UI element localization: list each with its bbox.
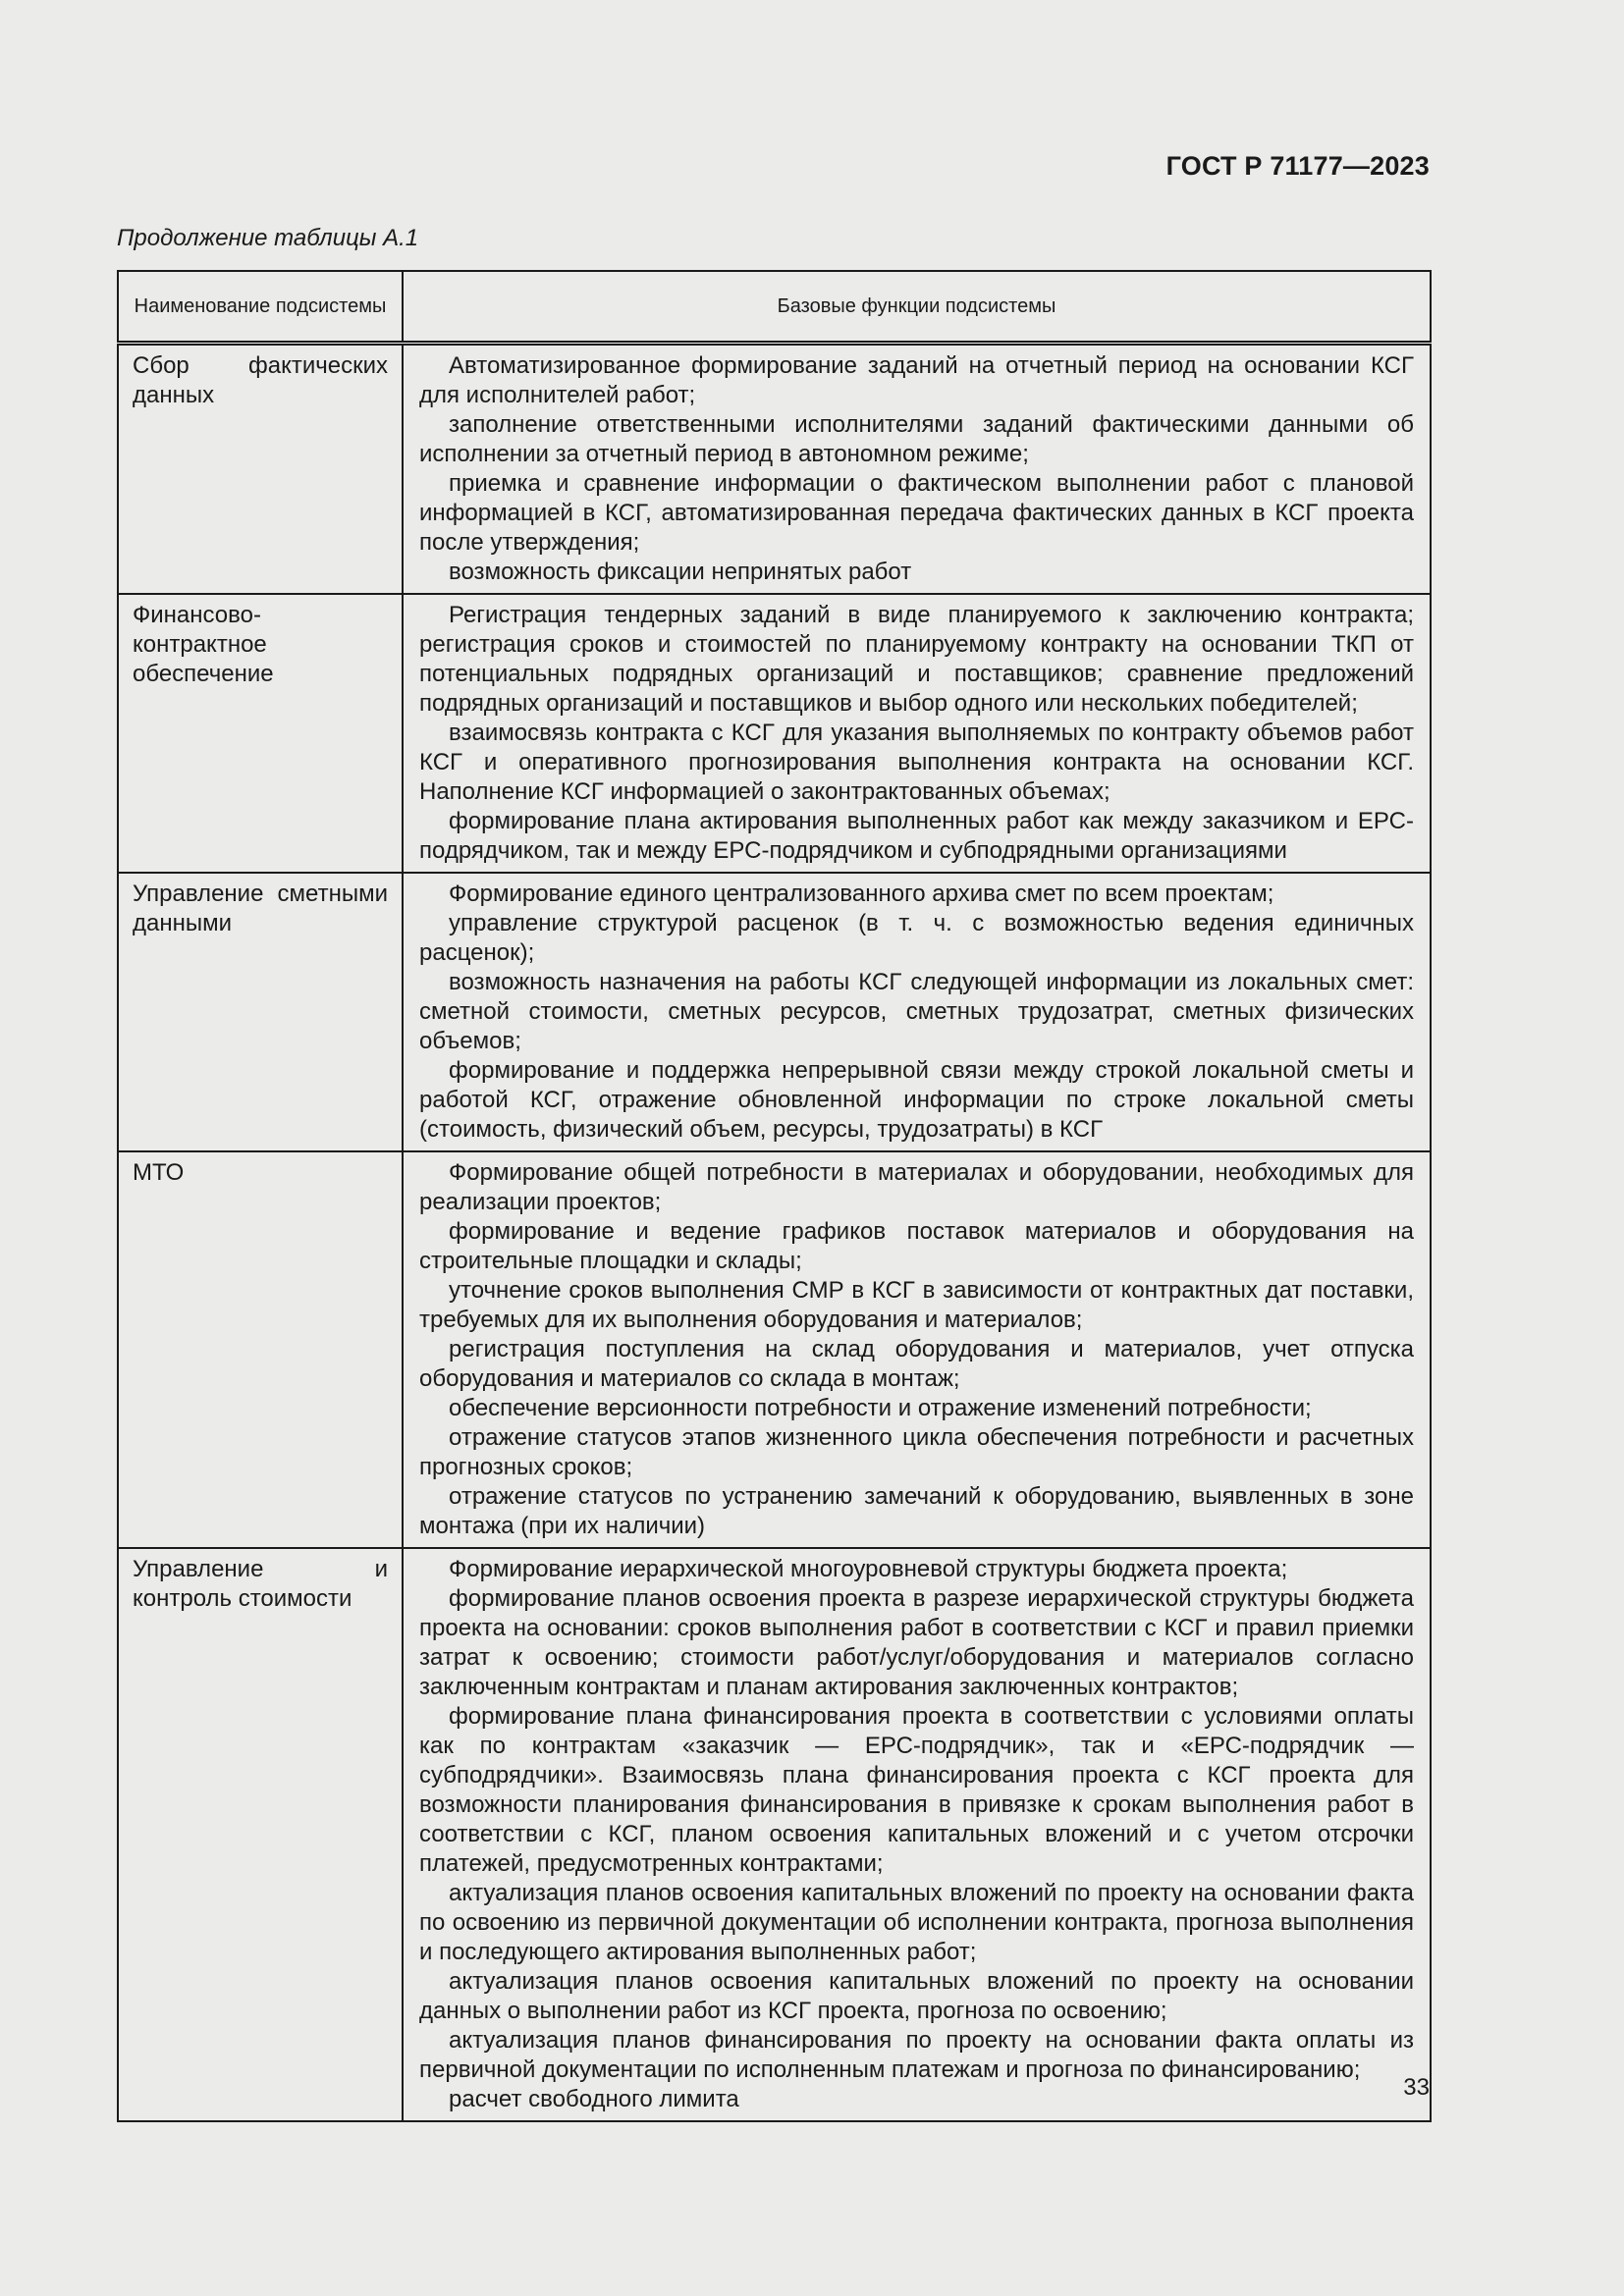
- table-row: [118, 873, 1431, 1151]
- function-item: Регистрация тендерных заданий в виде планируемого к заключению контракта; регистрация сроков и стоимостей по планируемому контракту на основании ТКП от потенциальных подрядных организаций и поставщиков; сравнение предложений подрядных организаций и поставщиков и выбор одного или нескольких победителей;: [419, 602, 1414, 717]
- function-item: управление структурой расценок (в т. ч. с возможностью ведения единичных расценок);: [419, 910, 1414, 966]
- table-row: [118, 344, 1431, 595]
- function-item: Формирование единого централизованного архива смет по всем проектам;: [449, 881, 1274, 907]
- function-item: формирование и поддержка непрерывной связи между строкой локальной сметы и работой КСГ, отражение обновленной информации по строке локальной сметы (стоимость, физический объем, ресурсы, трудозатраты) в КСГ: [419, 1057, 1414, 1143]
- table-header-row: [118, 271, 1431, 344]
- function-item: заполнение ответственными исполнителями заданий фактическими данными об исполнении за отчетный период в автономном режиме;: [419, 411, 1414, 467]
- function-item: актуализация планов освоения капитальных вложений по проекту на основании факта по освоению из первичной документации об исполнении контракта, прогноза выполнения и последующего актирования выполненных работ;: [419, 1880, 1414, 1965]
- function-item: Формирование иерархической многоуровневой структуры бюджета проекта;: [449, 1556, 1288, 1582]
- function-item: актуализация планов освоения капитальных вложений по проекту на основании данных о выполнении работ из КСГ проекта, прогноза по освоению;: [419, 1968, 1414, 2024]
- table-row: [118, 1548, 1431, 2121]
- function-item: формирование планов освоения проекта в разрезе иерархической структуры бюджета проекта на основании: сроков выполнения работ в соответствии с КСГ и правил приемки затрат к освоению; стоимости работ/услуг/оборудования и материалов согласно заключенным контрактам и планам актирования заключенных контрактов;: [419, 1585, 1414, 1700]
- function-item: актуализация планов финансирования по проекту на основании факта оплаты из первичной документации по исполненным платежам и прогноза по финансированию;: [419, 2027, 1414, 2083]
- subsystem-name-cell: Сбор фактических данных: [118, 344, 403, 595]
- subsystem-functions-cell: [403, 1548, 1431, 2121]
- function-item: отражение статусов по устранению замечаний к оборудованию, выявленных в зоне монтажа (при их наличии): [419, 1483, 1414, 1539]
- table-caption: Продолжение таблицы А.1: [117, 225, 419, 251]
- subsystem-name-cell: Финансово-контрактное обеспечение: [118, 594, 403, 873]
- subsystem-functions-cell: [403, 344, 1431, 595]
- page-number: 33: [1403, 2074, 1430, 2101]
- function-item: приемка и сравнение информации о фактическом выполнении работ с плановой информацией в КСГ, автоматизированная передача фактических данных в КСГ проекта после утверждения;: [419, 470, 1414, 556]
- function-item: обеспечение версионности потребности и отражение изменений потребности;: [449, 1395, 1312, 1421]
- subsystems-table: [117, 270, 1432, 2122]
- subsystem-functions-cell: [403, 594, 1431, 873]
- subsystem-functions-cell: [403, 873, 1431, 1151]
- function-item: Автоматизированное формирование заданий на отчетный период на основании КСГ для исполнителей работ;: [419, 352, 1414, 408]
- subsystem-name-cell: Управление и контроль стоимости: [118, 1548, 403, 2121]
- function-item: возможность назначения на работы КСГ следующей информации из локальных смет: сметной стоимости, сметных ресурсов, сметных трудозатрат, сметных физических объемов;: [419, 969, 1414, 1054]
- function-item: формирование плана финансирования проекта в соответствии с условиями оплаты как по контрактам «заказчик — ЕРС-подрядчик», так и «ЕРС-подрядчик — субподрядчики». Взаимосвязь плана финансирования проекта с КСГ проекта для возможности планирования финансирования в привязке к срокам выполнения работ в соответствии с КСГ, планом освоения капитальных вложений и с учетом отсрочки платежей, предусмотренных контрактами;: [419, 1703, 1414, 1877]
- function-item: расчет свободного лимита: [449, 2086, 739, 2112]
- document-code: ГОСТ Р 71177—2023: [1165, 151, 1430, 181]
- function-item: отражение статусов этапов жизненного цикла обеспечения потребности и расчетных прогнозных сроков;: [419, 1424, 1414, 1480]
- table-row: [118, 594, 1431, 873]
- function-item: Формирование общей потребности в материалах и оборудовании, необходимых для реализации проектов;: [419, 1159, 1414, 1215]
- function-item: формирование и ведение графиков поставок материалов и оборудования на строительные площадки и склады;: [419, 1218, 1414, 1274]
- function-item: возможность фиксации непринятых работ: [449, 559, 912, 585]
- subsystem-name-cell: Управление сметными данными: [118, 873, 403, 1151]
- function-item: взаимосвязь контракта с КСГ для указания выполняемых по контракту объемов работ КСГ и оперативного прогнозирования выполнения контракта на основании КСГ. Наполнение КСГ информацией о законтрактованных объемах;: [419, 720, 1414, 805]
- column-header-subsystem-name: Наименование подсистемы: [118, 271, 403, 344]
- subsystem-functions-cell: [403, 1151, 1431, 1548]
- function-item: регистрация поступления на склад оборудования и материалов, учет отпуска оборудования и материалов со склада в монтаж;: [419, 1336, 1414, 1392]
- function-item: формирование плана актирования выполненных работ как между заказчиком и ЕРС-подрядчиком, так и между ЕРС-подрядчиком и субподрядными организациями: [419, 808, 1414, 864]
- table-row: [118, 1151, 1431, 1548]
- subsystem-name-cell: МТО: [118, 1151, 403, 1548]
- column-header-base-functions: Базовые функции подсистемы: [403, 271, 1431, 344]
- function-item: уточнение сроков выполнения СМР в КСГ в зависимости от контрактных дат поставки, требуемых для их выполнения оборудования и материалов;: [419, 1277, 1414, 1333]
